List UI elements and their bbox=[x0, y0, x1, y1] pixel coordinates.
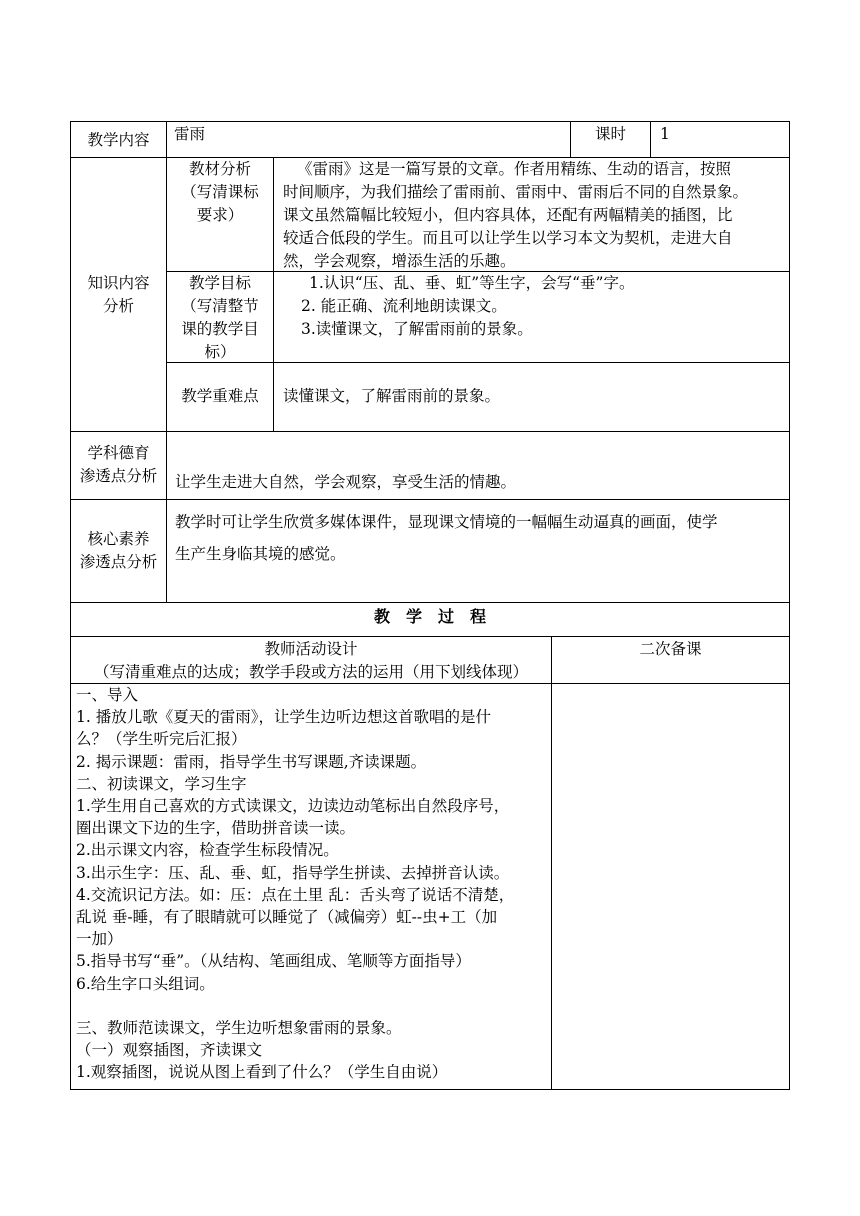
label-line: 渗透点分析 bbox=[79, 553, 158, 571]
process-line: 一、导入 bbox=[76, 686, 139, 704]
process-line: 三、教师范读课文，学生边听想象雷雨的景象。 bbox=[76, 1018, 402, 1037]
process-line: （一）观察插图，齐读课文 bbox=[76, 1041, 263, 1060]
label-line: 标） bbox=[204, 343, 236, 361]
label-line: 渗透点分析 bbox=[79, 467, 158, 485]
label-line: 教学目标 bbox=[188, 274, 251, 292]
text-line: 然，学会观察，增添生活的乐趣。 bbox=[283, 252, 516, 270]
period-value: 1 bbox=[660, 125, 670, 143]
goal-item: 3.读懂课文，了解雷雨前的景象。 bbox=[301, 320, 533, 338]
row-divider bbox=[70, 431, 790, 432]
label-line: 知识内容 bbox=[87, 274, 150, 292]
label-textbook-analysis bbox=[167, 158, 273, 227]
process-line: 2.出示课文内容，检查学生标段情况。 bbox=[76, 841, 339, 860]
teaching-goals-list bbox=[283, 272, 788, 341]
col-divider bbox=[551, 636, 552, 1090]
teacher-activity-header bbox=[71, 638, 551, 684]
label-teaching-goals bbox=[167, 272, 273, 364]
label-key-points: 教学重难点 bbox=[181, 387, 259, 405]
col-divider bbox=[273, 157, 274, 432]
label-period: 课时 bbox=[594, 125, 626, 143]
row-divider bbox=[70, 636, 790, 637]
row-divider bbox=[70, 602, 790, 603]
process-line: 1. 播放儿歌《夏天的雷雨》，让学生边听边想这首歌唱的是什 bbox=[76, 708, 491, 727]
teacher-activity-body bbox=[76, 684, 550, 1083]
text-line: 生产生身临其境的感觉。 bbox=[175, 545, 346, 563]
label-teaching-content: 教学内容 bbox=[87, 131, 150, 149]
second-preparation-header: 二次备课 bbox=[639, 640, 702, 658]
goal-item: 1.认识“压、乱、垂、虹”等生字，会写“垂”字。 bbox=[309, 274, 635, 292]
label-line: 学科德育 bbox=[87, 444, 150, 462]
process-line: 么？（学生听完后汇报） bbox=[76, 730, 247, 749]
process-title: 教 学 过 程 bbox=[373, 607, 486, 626]
text-line: 课文虽然篇幅比较短小，但内容具体，还配有两幅精美的插图，比 bbox=[283, 206, 733, 224]
label-line: （写清课标 bbox=[181, 183, 259, 201]
label-line: 核心素养 bbox=[87, 530, 150, 548]
label-moral-education bbox=[71, 442, 166, 488]
process-line: 2. 揭示课题：雷雨，指导学生书写课题,齐读课题。 bbox=[76, 752, 427, 771]
process-line: 圈出课文下边的生字，借助拼音读一读。 bbox=[76, 819, 356, 838]
goal-item: 2. 能正确、流利地朗读课文。 bbox=[301, 297, 507, 315]
core-literacy-text bbox=[175, 506, 787, 570]
process-line: 6.给生字口头组词。 bbox=[76, 974, 215, 993]
process-line: 一加） bbox=[76, 930, 123, 949]
process-line: 乱说 垂-睡，有了眼睛就可以睡觉了（减偏旁）虹--虫+工（加 bbox=[76, 908, 498, 927]
table-border-top bbox=[70, 121, 790, 122]
label-line: 课的教学目 bbox=[181, 320, 259, 338]
header-line: 教师活动设计 bbox=[264, 640, 358, 658]
process-line: 3.出示生字：压、乱、垂、虹，指导学生拼读、去掉拼音认读。 bbox=[76, 863, 510, 882]
col-divider bbox=[650, 121, 651, 158]
process-line bbox=[76, 995, 550, 1017]
text-line: 教学时可让学生欣赏多媒体课件，显现课文情境的一幅幅生动逼真的画面，使学 bbox=[175, 513, 718, 531]
label-core-literacy bbox=[71, 528, 166, 574]
label-line: 要求） bbox=[196, 206, 244, 224]
process-line: 1.观察插图，说说从图上看到了什么？（学生自由说） bbox=[76, 1063, 448, 1082]
row-divider bbox=[70, 499, 790, 500]
label-line: 分析 bbox=[102, 297, 134, 315]
process-line: 4.交流识记方法。如：压：点在土里 乱：舌头弯了说话不清楚， bbox=[76, 885, 515, 904]
header-line: （写清重难点的达成；教学手段或方法的运用（用下划线体现） bbox=[93, 663, 528, 681]
textbook-analysis-text bbox=[283, 158, 788, 273]
text-line: 时间顺序，为我们描绘了雷雨前、雷雨中、雷雨后不同的自然景象。 bbox=[283, 183, 749, 201]
moral-education-text: 让学生走进大自然，学会观察，享受生活的情趣。 bbox=[175, 473, 517, 491]
text-line: 较适合低段的学生。而且可以让学生以学习本文为契机，走进大自 bbox=[283, 229, 733, 247]
label-line: 教材分析 bbox=[188, 160, 251, 178]
key-points-text: 读懂课文，了解雷雨前的景象。 bbox=[283, 387, 501, 405]
text-line: 《雷雨》这是一篇写景的文章。作者用精练、生动的语言，按照 bbox=[297, 160, 732, 178]
label-line: （写清整节 bbox=[181, 297, 259, 315]
process-line: 1.学生用自己喜欢的方式读课文，边读边动笔标出自然段序号， bbox=[76, 797, 510, 816]
table-border-right bbox=[789, 121, 790, 1090]
label-knowledge-analysis bbox=[71, 272, 166, 318]
teaching-content-value: 雷雨 bbox=[174, 125, 206, 143]
table-border-bottom bbox=[70, 1089, 790, 1090]
process-line: 5.指导书写“垂”。（从结构、笔画组成、笔顺等方面指导） bbox=[76, 952, 471, 971]
process-line: 二、初读课文，学习生字 bbox=[76, 774, 247, 793]
